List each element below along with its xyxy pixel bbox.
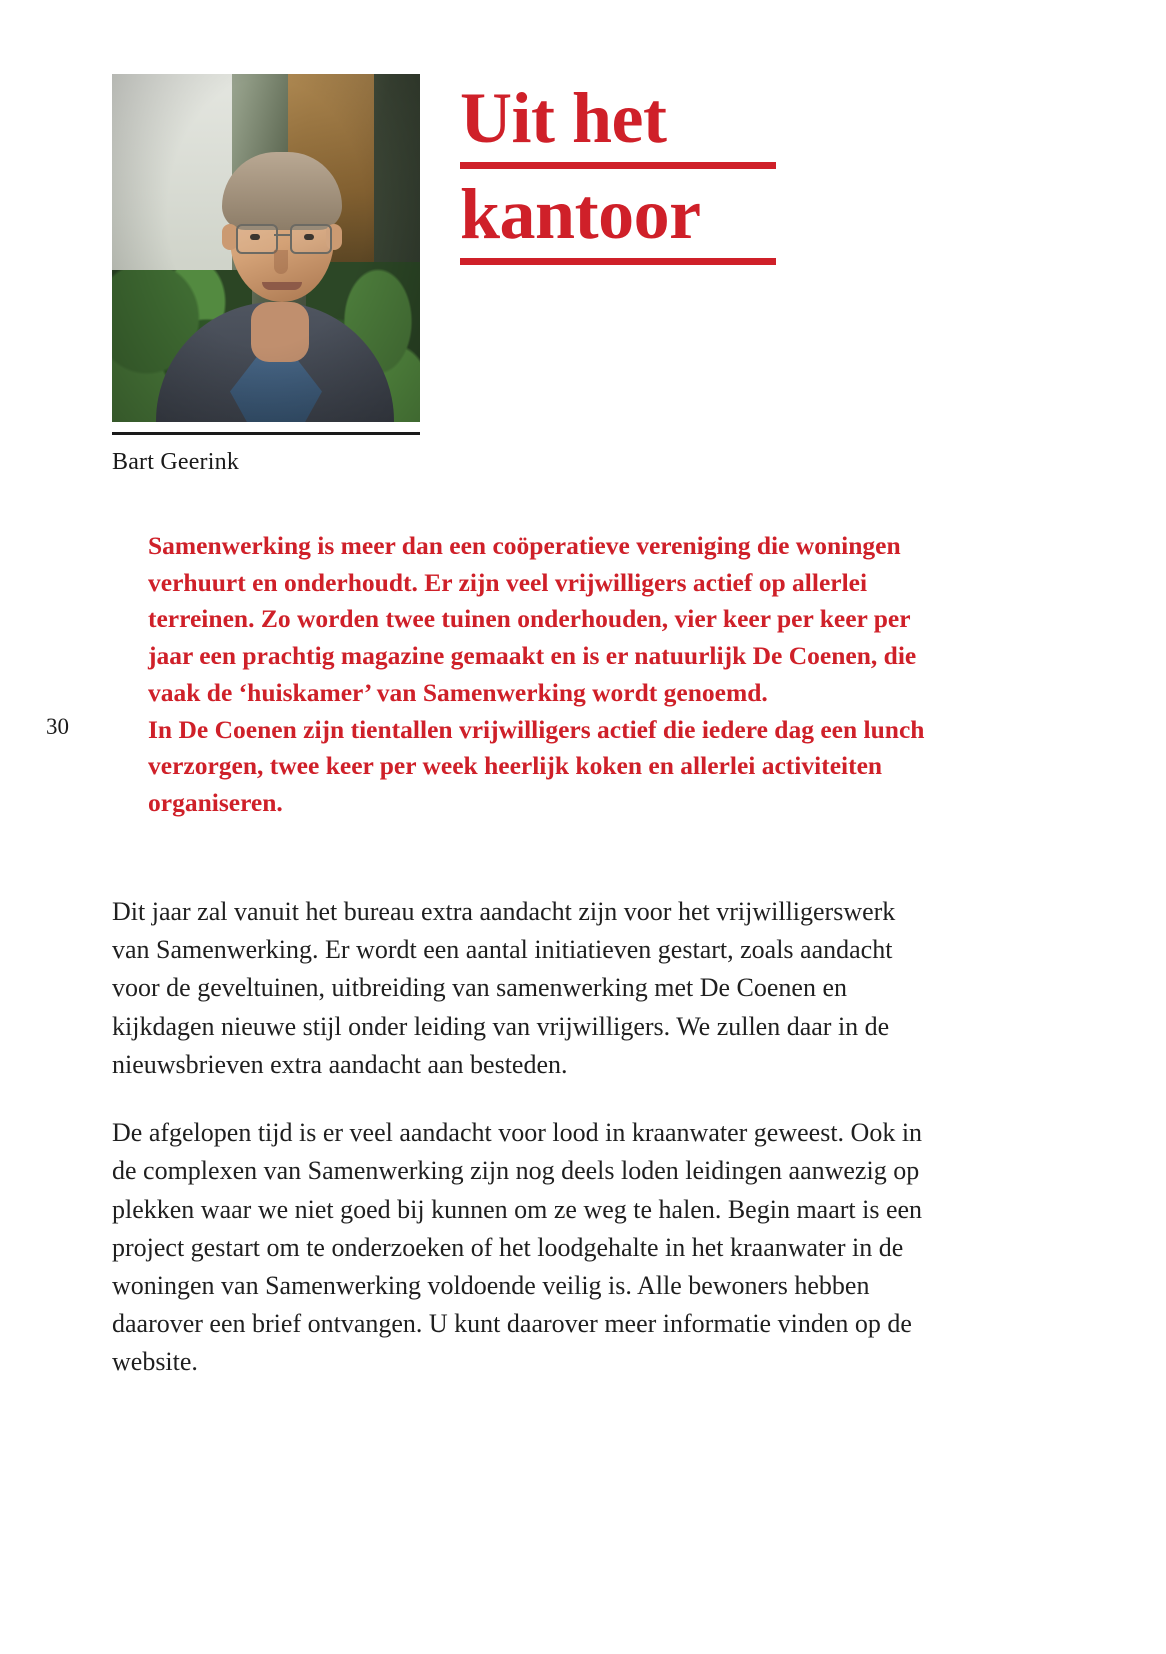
lead-paragraph-1: Samenwerking is meer dan een coöperatieve vereniging die woningen verhuurt en onderhoudt. Er zijn veel vrijwilligers actief op allerlei terreinen. Zo worden twee tuinen onderhouden, vier keer per keer per jaar een prachtig magazine gemaakt en is er natuurlijk De Coenen, die vaak de ‘huiskamer’ van Samenwerking wordt genoemd.: [148, 531, 917, 707]
photo-caption: Bart Geerink: [112, 449, 240, 475]
body-paragraph-2: De afgelopen tijd is er veel aandacht voor lood in kraanwater geweest. Ook in de complexen van Samenwerking zijn nog deels loden leidingen aanwezig op plekken waar we niet goed bij kunnen om ze weg te halen. Begin maart is een project gestart om te onderzoeken of het loodgehalte in het kraanwater in de woningen van Samenwerking voldoende veilig is. Alle bewoners hebben daarover een brief ontvangen. U kunt daarover meer informatie vinden op de website.: [112, 1118, 923, 1377]
page-title-line-1: Uit het: [460, 82, 776, 169]
portrait-photo: [112, 74, 420, 422]
page-title: [460, 78, 1060, 265]
article-header: [112, 74, 1072, 474]
lead-paragraphs: [148, 528, 938, 822]
page-number: 30: [46, 714, 69, 739]
photo-vignette: [112, 74, 420, 422]
portrait-block: [112, 74, 420, 476]
article-body: [112, 893, 932, 1382]
caption-divider: [112, 432, 420, 435]
body-paragraph-1: Dit jaar zal vanuit het bureau extra aandacht zijn voor het vrijwilligerswerk van Samenwerking. Er wordt een aantal initiatieven gestart, zoals aandacht voor de geveltuinen, uitbreiding van samenwerking met De Coenen en kijkdagen nieuwe stijl onder leiding van vrijwilligers. We zullen daar in de nieuwsbrieven extra aandacht aan besteden.: [112, 897, 896, 1079]
page-title-line-2: kantoor: [460, 178, 776, 265]
lead-paragraph-2: In De Coenen zijn tientallen vrijwilligers actief die iedere dag een lunch verzorgen, twee keer per week heerlijk koken en allerlei activiteiten organiseren.: [148, 714, 925, 818]
